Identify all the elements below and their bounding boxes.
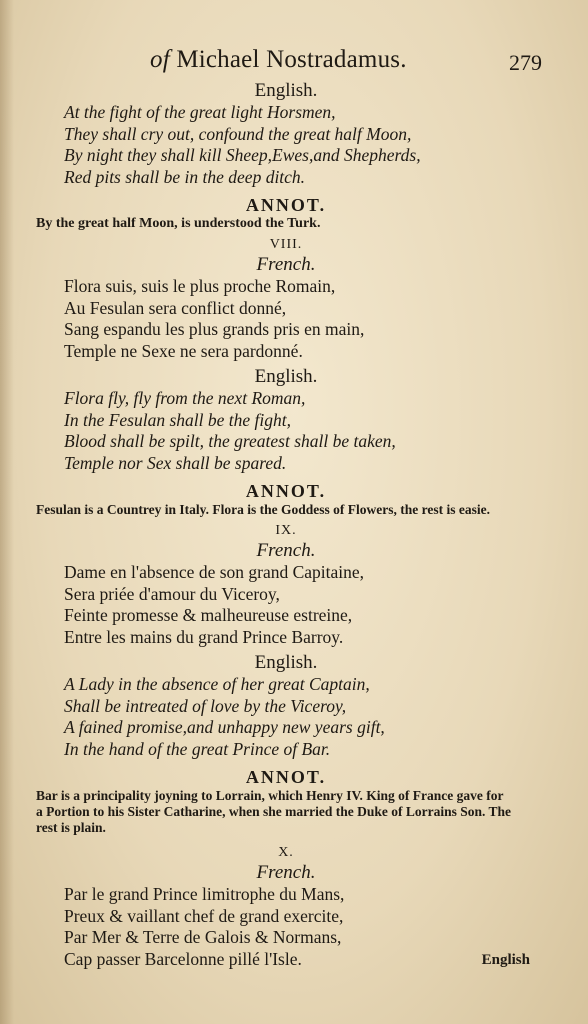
annot-label: ANNOT. <box>245 767 327 787</box>
annotation-text: Bar is a principality joyning to Lorrain, which Henry IV. King of France gave for <box>36 788 504 803</box>
page-gutter-shadow <box>0 0 14 1024</box>
running-head-title: Michael Nostradamus. <box>176 46 407 73</box>
verse-line: Temple nor Sex shall be spared. <box>64 452 287 473</box>
french-label: French. <box>256 862 316 883</box>
annotation-text: rest is plain. <box>36 820 106 835</box>
verse-line: By night they shall kill Sheep,Ewes,and Shepherds, <box>64 145 421 165</box>
english-label: English. <box>254 652 318 673</box>
verse-line: Shall be intreated of love by the Viceroy, <box>64 695 347 716</box>
verse-line: At the fight of the great light Horsmen, <box>64 102 336 122</box>
english-label: English. <box>254 366 318 387</box>
verse-line: Par le grand Prince limitrophe du Mans, <box>64 884 345 904</box>
verse-line: In the hand of the great Prince of Bar. <box>64 738 331 759</box>
french-label: French. <box>256 540 316 561</box>
annot-label: ANNOT. <box>245 195 327 215</box>
quatrain-number: IX. <box>275 523 297 538</box>
verse-line: A Lady in the absence of her great Captain, <box>64 674 370 694</box>
verse-line: Red pits shall be in the deep ditch. <box>64 166 306 187</box>
verse-line: Flora fly, fly from the next Roman, <box>64 388 306 408</box>
verse-line: Entre les mains du grand Prince Barroy. <box>64 626 344 647</box>
verse-line: Blood shall be spilt, the greatest shall be taken, <box>64 431 396 451</box>
annotation-text: Fesulan is a Countrey in Italy. Flora is the Goddess of Flowers, the rest is easie. <box>36 502 490 517</box>
quatrain-number: VIII. <box>269 237 303 252</box>
french-label: French. <box>256 254 316 275</box>
verse-line: Par Mer & Terre de Galois & Normans, <box>64 927 342 947</box>
verse-line: A fained promise,and unhappy new years gift, <box>64 717 385 737</box>
verse-line: Feinte promesse & malheureuse estreine, <box>64 605 353 625</box>
english-label: English. <box>254 80 318 101</box>
verse-line: Temple ne Sexe ne sera pardonné. <box>64 340 303 361</box>
verse-line: They shall cry out, confound the great half Moon, <box>64 123 412 144</box>
page-header <box>0 40 588 80</box>
verse-line: Preux & vaillant chef de grand exercite, <box>64 905 344 926</box>
verse-line: Flora suis, suis le plus proche Romain, <box>64 276 336 296</box>
verse-line: In the Fesulan shall be the fight, <box>64 409 291 430</box>
running-head-of: of <box>150 46 170 73</box>
verse-line: Sang espandu les plus grands pris en main, <box>64 319 365 339</box>
annot-label: ANNOT. <box>245 481 327 501</box>
quatrain-number: X. <box>278 845 294 860</box>
page-content <box>36 80 536 970</box>
annotation-text: By the great half Moon, is understood the Turk. <box>36 216 321 231</box>
verse-line: Sera priée d'amour du Viceroy, <box>64 583 280 604</box>
annotation-text: a Portion to his Sister Catharine, when she married the Duke of Lorrains Son. The <box>36 804 512 819</box>
catchword: English <box>481 952 530 968</box>
verse-line: Dame en l'absence de son grand Capitaine, <box>64 562 365 582</box>
verse-line: Au Fesulan sera conflict donné, <box>64 297 287 318</box>
running-head <box>150 46 407 74</box>
verse-line: Cap passer Barcelonne pillé l'Isle. <box>64 948 302 969</box>
page-number: 279 <box>509 50 542 75</box>
